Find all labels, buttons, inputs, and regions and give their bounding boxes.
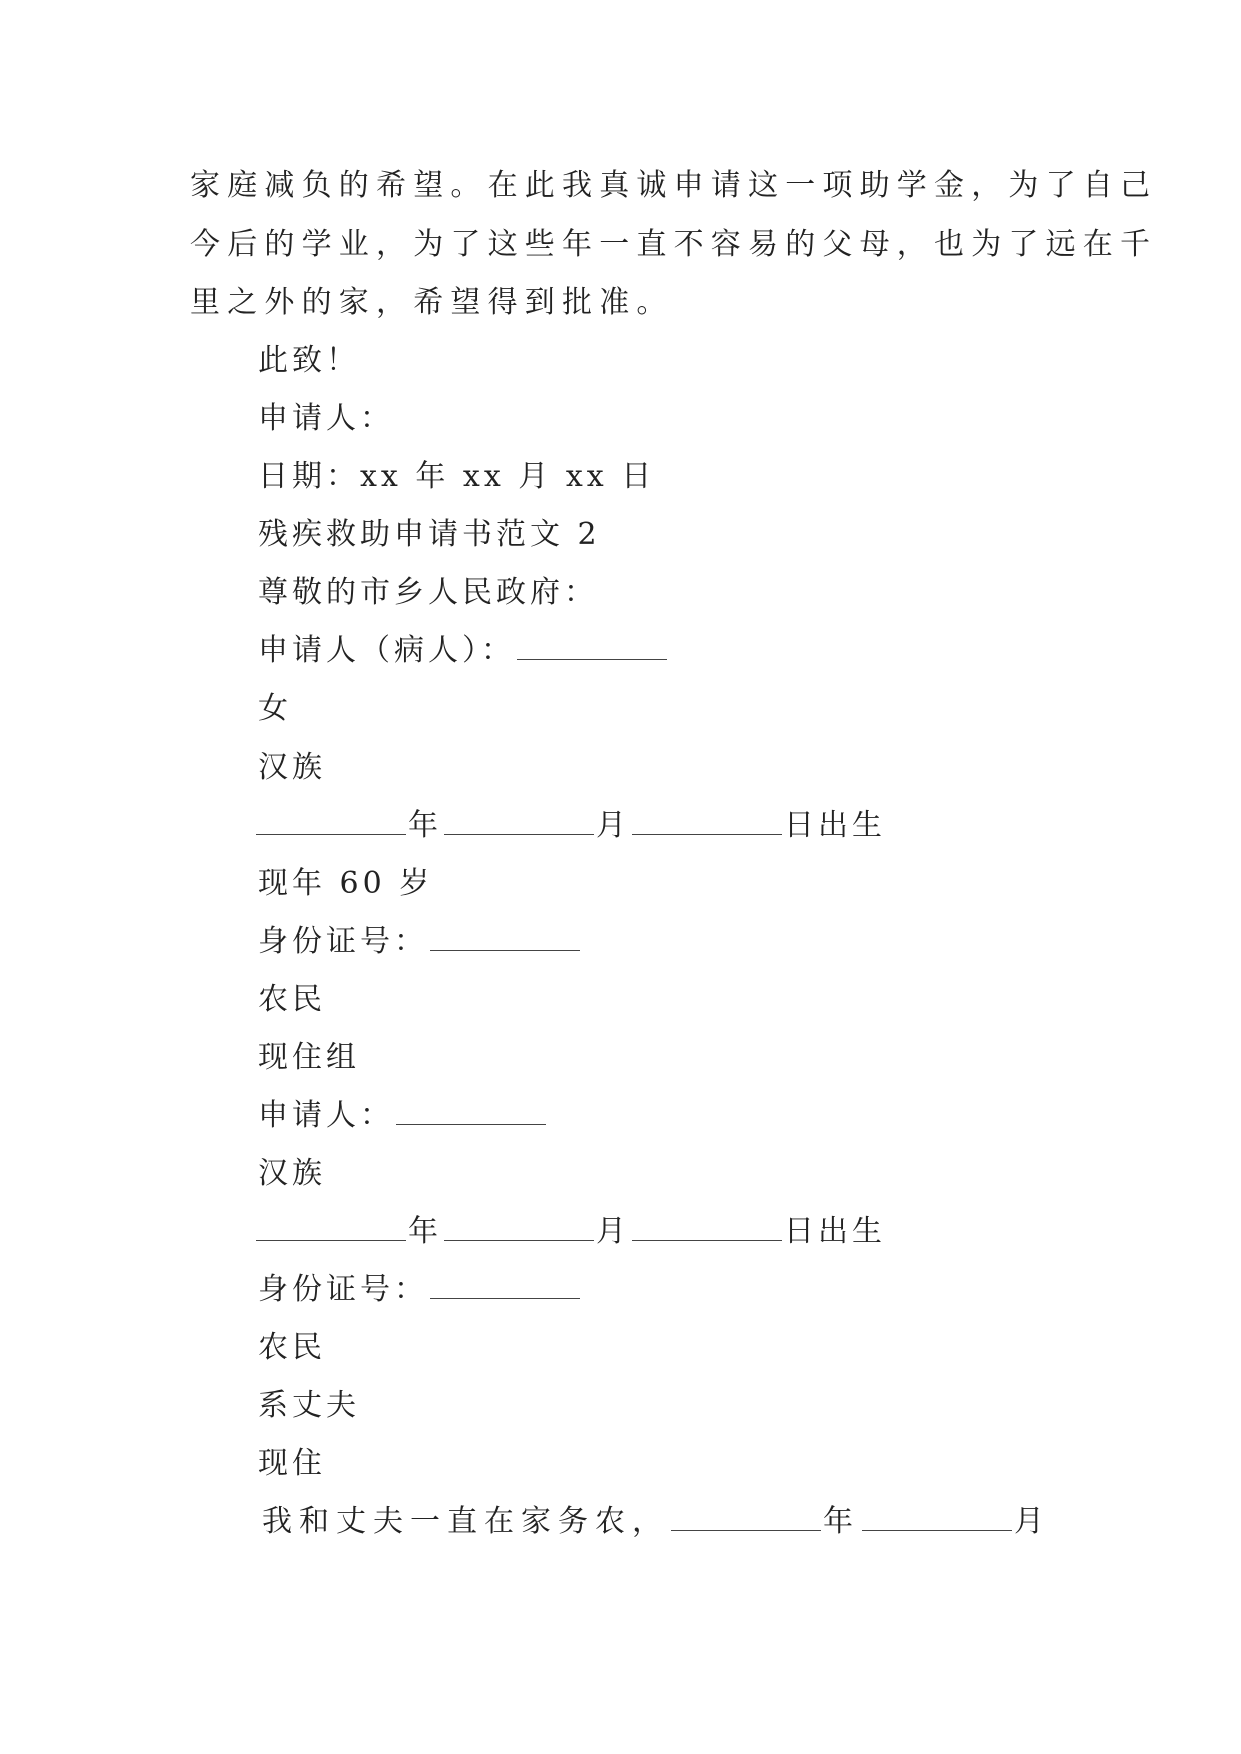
paragraph-line-1: 家庭减负的希望。在此我真诚申请这一项助学金，为了自己: [190, 168, 1158, 203]
id2-number-blank[interactable]: [430, 1272, 580, 1299]
birth2-month-blank[interactable]: [444, 1214, 594, 1241]
birth-month-label: 月: [596, 808, 630, 843]
birth2-day-label: 日出生: [784, 1214, 886, 1249]
id-line: [258, 922, 582, 962]
story-start: 我和丈夫一直在家务农，: [262, 1504, 669, 1539]
paragraph-line-2: 今后的学业，为了这些年一直不容易的父母，也为了远在千: [190, 227, 1158, 262]
age: 现年 60 岁: [258, 866, 434, 901]
application-date: 日期：xx 年 xx 月 xx 日: [258, 459, 656, 494]
story-year-label: 年: [823, 1504, 860, 1539]
birth2-day-blank[interactable]: [632, 1214, 782, 1241]
ethnicity: 汉族: [258, 750, 326, 785]
birth-day-label: 日出生: [784, 808, 886, 843]
birth-year-label: 年: [408, 808, 442, 843]
birth2-date-line: [254, 1212, 886, 1252]
paragraph-line-3: 里之外的家，希望得到批准。: [190, 285, 674, 320]
id2-line: [258, 1270, 582, 1310]
salutation: 此致！: [258, 343, 360, 378]
gender: 女: [258, 691, 292, 726]
id-number-blank[interactable]: [430, 924, 580, 951]
ethnicity2: 汉族: [258, 1156, 326, 1191]
birth2-month-label: 月: [596, 1214, 630, 1249]
applicant2-label: 申请人：: [258, 1098, 394, 1133]
addressee: 尊敬的市乡人民政府：: [258, 575, 598, 610]
id-label: 身份证号：: [258, 924, 428, 959]
applicant2-line: [258, 1096, 548, 1136]
patient-label: 申请人（病人）：: [258, 633, 515, 668]
occupation: 农民: [258, 982, 326, 1017]
applicant-signature: 申请人：: [258, 401, 394, 436]
birth-date-line: [254, 806, 886, 846]
occupation2: 农民: [258, 1330, 326, 1365]
birth-month-blank[interactable]: [444, 808, 594, 835]
patient-line: [258, 631, 669, 671]
patient-name-blank[interactable]: [517, 633, 667, 660]
residence: 现住组: [258, 1040, 360, 1075]
birth2-year-blank[interactable]: [256, 1214, 406, 1241]
relation: 系丈夫: [258, 1388, 360, 1423]
birth-day-blank[interactable]: [632, 808, 782, 835]
story-month-label: 月: [1014, 1504, 1051, 1539]
story-line: [262, 1502, 1051, 1542]
residence2: 现住: [258, 1446, 326, 1481]
story-year-blank[interactable]: [671, 1504, 821, 1531]
story-month-blank[interactable]: [862, 1504, 1012, 1531]
id2-label: 身份证号：: [258, 1272, 428, 1307]
applicant2-name-blank[interactable]: [396, 1098, 546, 1125]
section-title: 残疾救助申请书范文 2: [258, 517, 601, 552]
birth2-year-label: 年: [408, 1214, 442, 1249]
birth-year-blank[interactable]: [256, 808, 406, 835]
